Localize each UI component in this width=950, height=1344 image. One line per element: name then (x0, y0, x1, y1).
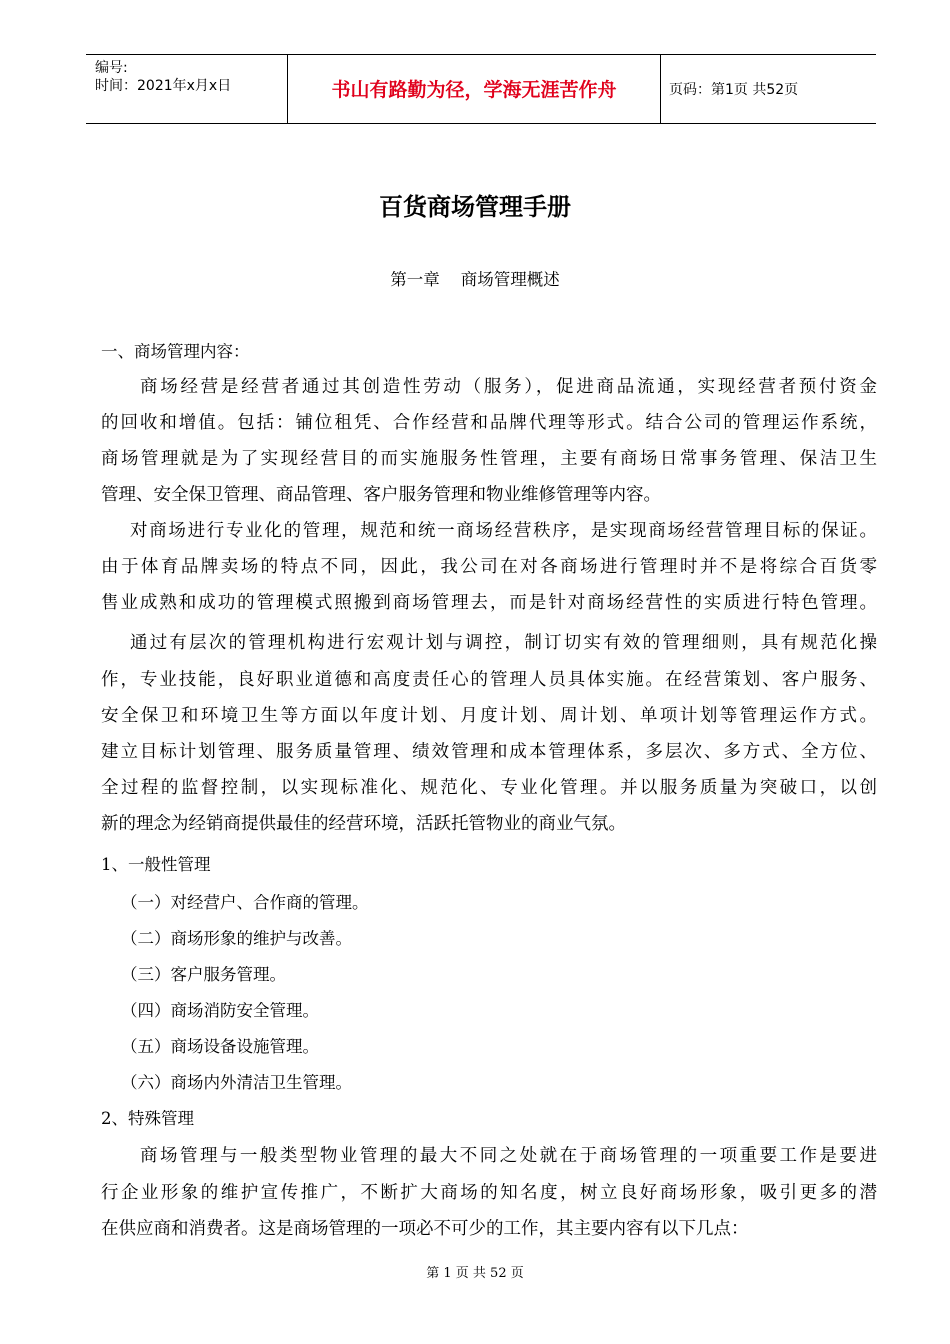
subheading-special-management: 2、特殊管理 (101, 1109, 194, 1128)
paragraph-line: 安全保卫和环境卫生等方面以年度计划、月度计划、周计划、单项计划等管理运作方式。 (101, 706, 877, 726)
paragraph-line: 商场管理与一般类型物业管理的最大不同之处就在于商场管理的一项重要工作是要进 (140, 1146, 877, 1166)
header-meta-cell (86, 55, 288, 123)
paragraph-line: 建立目标计划管理、服务质量管理、绩效管理和成本管理体系，多层次、多方式、全方位、 (101, 742, 877, 762)
header-page-number: 页码：第1页 共52页 (669, 82, 799, 98)
paragraph-line: 新的理念为经销商提供最佳的经营环境，活跃托管物业的商业气氛。 (101, 814, 626, 834)
paragraph-line: 管理、安全保卫管理、商品管理、客户服务管理和物业维修管理等内容。 (101, 485, 661, 505)
paragraph-line: 作，专业技能，良好职业道德和高度责任心的管理人员具体实施。在经营策划、客户服务、 (101, 670, 877, 690)
section-heading-management-content: 一、商场管理内容： (101, 342, 250, 361)
chapter-heading: 第一章 商场管理概述 (390, 270, 560, 289)
paragraph-line: 行企业形象的维护宣传推广，不断扩大商场的知名度，树立良好商场形象，吸引更多的潜 (101, 1183, 877, 1203)
list-item: （五）商场设备设施管理。 (121, 1037, 319, 1056)
list-item: （二）商场形象的维护与改善。 (121, 929, 352, 948)
document-title: 百货商场管理手册 (379, 193, 571, 221)
paragraph-line: 商场管理就是为了实现经营目的而实施服务性管理，主要有商场日常事务管理、保洁卫生 (101, 449, 877, 469)
header-page-cell (661, 55, 876, 123)
document-header (86, 54, 876, 124)
subheading-general-management: 1、一般性管理 (101, 855, 211, 874)
paragraph-line: 通过有层次的管理机构进行宏观计划与调控，制订切实有效的管理细则，具有规范化操 (130, 633, 877, 653)
paragraph-line: 的回收和增值。包括：铺位租凭、合作经营和品牌代理等形式。结合公司的管理运作系统， (101, 413, 877, 433)
document-time-label: 时间：2021年x月x日 (95, 78, 232, 94)
header-motto-cell (288, 55, 661, 123)
paragraph-line: 由于体育品牌卖场的特点不同，因此，我公司在对各商场进行管理时并不是将综合百货零 (101, 557, 877, 577)
paragraph-line: 对商场进行专业化的管理，规范和统一商场经营秩序，是实现商场经营管理目标的保证。 (130, 521, 877, 541)
list-item: （四）商场消防安全管理。 (121, 1001, 319, 1020)
paragraph-line: 商场经营是经营者通过其创造性劳动（服务），促进商品流通，实现经营者预付资金 (140, 377, 877, 397)
list-item: （三）客户服务管理。 (121, 965, 286, 984)
paragraph-line: 售业成熟和成功的管理模式照搬到商场管理去，而是针对商场经营性的实质进行特色管理。 (101, 593, 877, 613)
paragraph-line: 全过程的监督控制，以实现标准化、规范化、专业化管理。并以服务质量为突破口，以创 (101, 778, 877, 798)
header-motto: 书山有路勤为径，学海无涯苦作舟 (331, 79, 617, 101)
list-item: （一）对经营户、合作商的管理。 (121, 893, 369, 912)
list-item: （六）商场内外清洁卫生管理。 (121, 1073, 352, 1092)
page-footer: 第 1 页 共 52 页 (426, 1266, 524, 1281)
paragraph-line: 在供应商和消费者。这是商场管理的一项必不可少的工作，其主要内容有以下几点： (101, 1219, 749, 1239)
document-number-label: 编号: (95, 60, 128, 76)
